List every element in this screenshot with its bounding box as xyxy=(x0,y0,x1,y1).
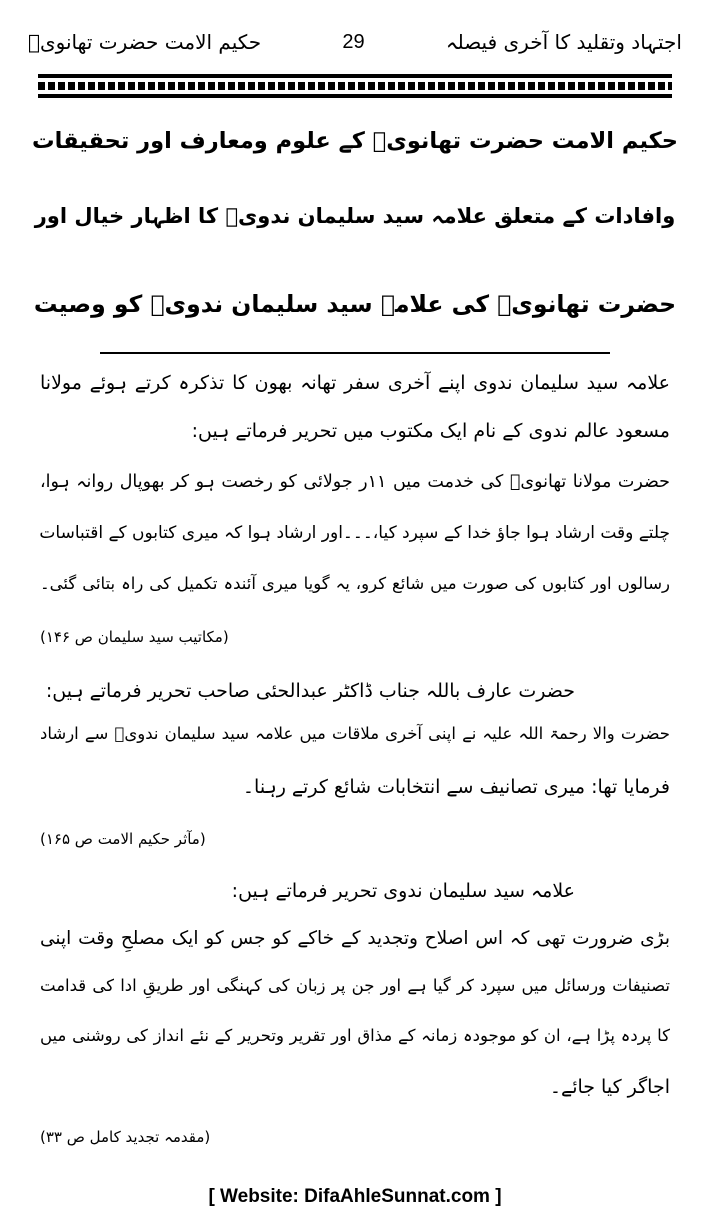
header-rule-top xyxy=(38,74,672,78)
page-header xyxy=(28,22,682,62)
paragraph-2-line-2: چلتے وقت ارشاد ہوا جاؤ خدا کے سپرد کیا،۔۔۔اور ارشاد ہوا کہ میری کتابوں کے اقتباسات xyxy=(39,523,670,543)
page-number: 29 xyxy=(342,30,365,53)
paragraph-6-line-2: تصنیفات ورسائل میں سپرد کر گیا ہے اور جن پر زبان کی کہنگی اور طریقِ ادا کی قدامت xyxy=(40,976,670,995)
title-line-2: وافادات کے متعلق علامہ سید سلیمان ندویؒ کا اظہار خیال اور xyxy=(34,204,676,228)
header-rule-ornament xyxy=(38,82,672,90)
header-rule-bottom xyxy=(38,94,672,98)
paragraph-6-line-4: اجاگر کیا جائے۔ xyxy=(549,1076,670,1098)
paragraph-2-line-1: حضرت مولانا تھانویؒ کی خدمت میں ۱۱ر جولائی کو رخصت ہو کر بھوپال روانہ ہوا، xyxy=(40,472,670,492)
paragraph-1-line-2: مسعود عالم ندوی کے نام ایک مکتوب میں تحریر فرماتے ہیں: xyxy=(191,420,670,442)
paragraph-2-line-3: رسالوں اور کتابوں کی صورت میں شائع کرو، یہ گویا میری آئندہ تکمیل کی راہ بتائی گئی۔ xyxy=(40,574,670,593)
citation-3: (مقدمہ تجدید کامل ص ۳۳) xyxy=(40,1128,211,1146)
title-line-1: حکیم الامت حضرت تھانویؒ کے علوم ومعارف اور تحقیقات xyxy=(32,128,678,154)
paragraph-6-line-1: بڑی ضرورت تھی کہ اس اصلاح وتجدید کے خاکے کو جس کو ایک مصلحِ وقت اپنی xyxy=(40,928,670,949)
footer-website: [ Website: DifaAhleSunnat.com ] xyxy=(208,1186,502,1207)
title-underline xyxy=(100,352,610,354)
citation-1: (مکاتیب سید سلیمان ص ۱۴۶) xyxy=(40,628,229,646)
paragraph-1-line-1: علامہ سید سلیمان ندوی اپنے آخری سفر تھانہ بھون کا تذکرہ کرتے ہوئے مولانا xyxy=(40,372,670,394)
title-line-3: حضرت تھانویؒ کی علامہ سید سلیمان ندویؒ کو وصیت xyxy=(33,290,677,318)
header-left-title: حکیم الامت حضرت تھانویؒ xyxy=(28,30,262,54)
header-right-title: اجتہاد وتقلید کا آخری فیصلہ xyxy=(445,30,682,54)
paragraph-6-line-3: کا پردہ پڑا ہے، ان کو موجودہ زمانہ کے مذاق اور تقریر وتحریر کے نئے انداز کی روشنی میں xyxy=(40,1026,670,1045)
citation-2: (مآثر حکیم الامت ص ۱۶۵) xyxy=(40,830,206,848)
paragraph-4-line-2: فرمایا تھا: میری تصانیف سے انتخابات شائع کرتے رہنا۔ xyxy=(242,776,670,798)
paragraph-5-line-1: علامہ سید سلیمان ندوی تحریر فرماتے ہیں: xyxy=(231,880,575,902)
paragraph-4-line-1: حضرت والا رحمۃ اللہ علیہ نے اپنی آخری ملاقات میں علامہ سید سلیمان ندویؒ سے ارشاد xyxy=(40,724,670,743)
paragraph-3-line-1: حضرت عارف باللہ جناب ڈاکٹر عبدالحئی صاحب تحریر فرماتے ہیں: xyxy=(45,680,575,702)
